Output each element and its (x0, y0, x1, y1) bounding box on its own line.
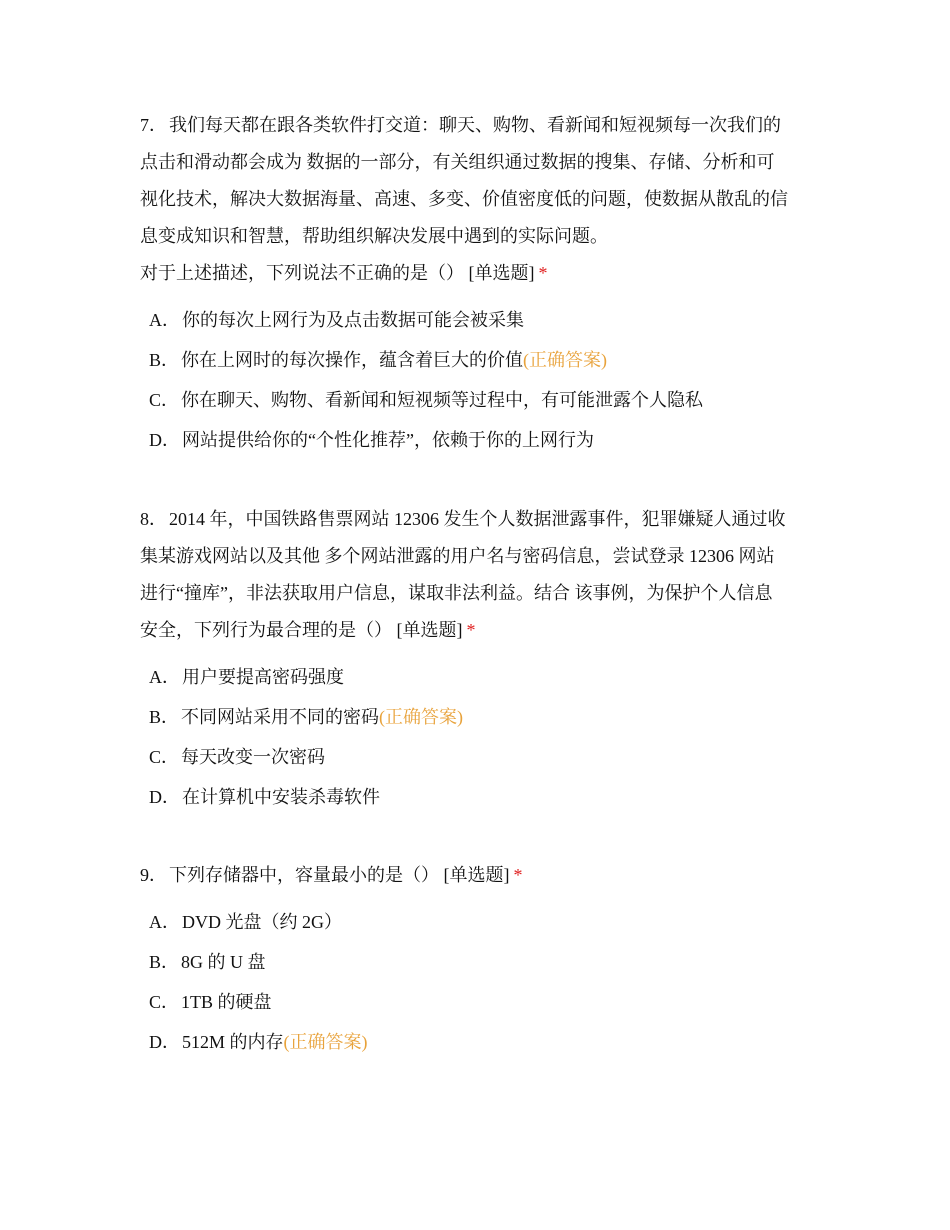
required-mark: * (513, 865, 523, 885)
question-7 (140, 107, 820, 460)
correct-answer-label: (正确答案) (379, 707, 464, 727)
option-letter: A． (149, 912, 180, 932)
stem-line: 点击和滑动都会成为 数据的一部分，有关组织通过数据的搜集、存储、分析和可 (140, 152, 775, 172)
option-b[interactable] (140, 697, 820, 737)
option-text: 用户要提高密码强度 (182, 667, 344, 687)
stem-line: 我们每天都在跟各类软件打交道：聊天、购物、看新闻和短视频每一次我们的 (169, 115, 781, 135)
stem-line: 2014 年，中国铁路售票网站 12306 发生个人数据泄露事件，犯罪嫌疑人通过收 (169, 509, 786, 529)
stem-line: 对于上述描述，下列说法不正确的是（） [单选题] (140, 263, 535, 283)
option-text: 在计算机中安装杀毒软件 (182, 787, 380, 807)
correct-answer-label: (正确答案) (283, 1032, 368, 1052)
option-text: 8G 的 U 盘 (181, 952, 266, 972)
question-8 (140, 501, 820, 817)
option-d[interactable] (140, 420, 820, 460)
options-list (140, 902, 820, 1062)
option-letter: B． (149, 350, 180, 370)
option-text: 网站提供给你的“个性化推荐”，依赖于你的上网行为 (182, 430, 594, 450)
option-text: 你的每次上网行为及点击数据可能会被采集 (182, 310, 524, 330)
question-stem (140, 501, 820, 649)
stem-line: 下列存储器中，容量最小的是（） [单选题] (169, 865, 510, 885)
stem-line: 进行“撞库”，非法获取用户信息，谋取非法利益。结合 该事例，为保护个人信息 (140, 583, 773, 603)
option-letter: C． (149, 390, 180, 410)
option-letter: B． (149, 707, 180, 727)
option-text: 每天改变一次密码 (181, 747, 326, 767)
question-number: 8． (140, 509, 167, 529)
option-a[interactable] (140, 300, 820, 340)
option-letter: C． (149, 992, 180, 1012)
question-9 (140, 857, 820, 1062)
option-letter: A． (149, 310, 180, 330)
option-c[interactable] (140, 380, 820, 420)
option-b[interactable] (140, 942, 820, 982)
option-text: 你在聊天、购物、看新闻和短视频等过程中，有可能泄露个人隐私 (181, 390, 704, 410)
option-letter: A． (149, 667, 180, 687)
option-text: 你在上网时的每次操作，蕴含着巨大的价值 (181, 350, 524, 370)
option-letter: D． (149, 1032, 180, 1052)
option-d[interactable] (140, 777, 820, 817)
stem-line: 集某游戏网站以及其他 多个网站泄露的用户名与密码信息，尝试登录 12306 网站 (140, 546, 775, 566)
stem-line: 息变成知识和智慧，帮助组织解决发展中遇到的实际问题。 (140, 226, 608, 246)
option-letter: D． (149, 430, 180, 450)
options-list (140, 300, 820, 460)
question-stem (140, 857, 820, 894)
option-d[interactable] (140, 1022, 820, 1062)
option-letter: B． (149, 952, 180, 972)
option-b[interactable] (140, 340, 820, 380)
option-text: 不同网站采用不同的密码 (181, 707, 380, 727)
required-mark: * (538, 263, 548, 283)
correct-answer-label: (正确答案) (523, 350, 608, 370)
option-c[interactable] (140, 982, 820, 1022)
stem-line: 安全，下列行为最合理的是（） [单选题] (140, 620, 463, 640)
question-stem (140, 107, 820, 292)
required-mark: * (466, 620, 476, 640)
option-text: 512M 的内存 (182, 1032, 284, 1052)
options-list (140, 657, 820, 817)
option-letter: D． (149, 787, 180, 807)
option-c[interactable] (140, 737, 820, 777)
question-number: 9． (140, 865, 167, 885)
stem-line: 视化技术，解决大数据海量、高速、多变、价值密度低的问题，使数据从散乱的信 (140, 189, 788, 209)
option-text: DVD 光盘（约 2G） (182, 912, 342, 932)
option-text: 1TB 的硬盘 (181, 992, 272, 1012)
option-a[interactable] (140, 657, 820, 697)
option-a[interactable] (140, 902, 820, 942)
option-letter: C． (149, 747, 180, 767)
question-number: 7． (140, 115, 167, 135)
